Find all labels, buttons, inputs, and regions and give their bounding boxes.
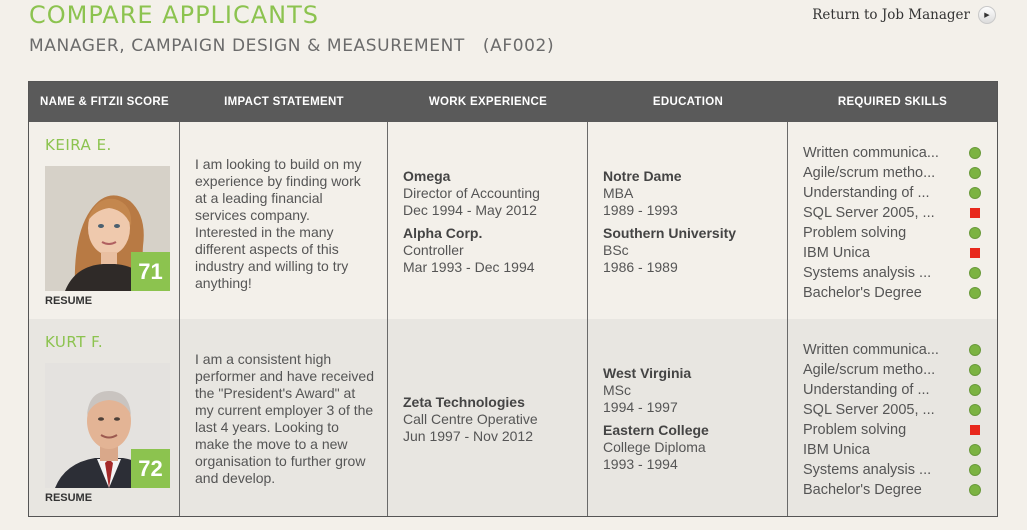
skill-item — [803, 143, 983, 163]
skill-label: Written communica... — [803, 145, 939, 161]
education-years: 1986 - 1989 — [603, 259, 678, 275]
resume-link[interactable]: RESUME — [45, 492, 93, 504]
skill-label: SQL Server 2005, ... — [803, 205, 935, 221]
education-cell — [588, 319, 788, 516]
green-dot-icon — [969, 484, 981, 496]
degree: College Diploma — [603, 439, 706, 455]
green-dot-icon — [969, 167, 981, 179]
return-to-job-manager-link[interactable] — [812, 6, 996, 24]
skill-item — [803, 283, 983, 303]
school-name: Southern University — [603, 225, 737, 241]
job-role: Controller — [403, 242, 464, 258]
skill-label: IBM Unica — [803, 442, 870, 458]
school-name: Notre Dame — [603, 168, 682, 184]
impact-statement: I am looking to build on my experience by finding work at a leading financial services company. Interested in the many different aspects of this industry and willing to try anything! — [195, 156, 362, 291]
applicant-photo — [45, 363, 170, 488]
experience-list — [403, 168, 581, 282]
education-years: 1994 - 1997 — [603, 399, 678, 415]
skill-label: Bachelor's Degree — [803, 285, 922, 301]
job-role: Call Centre Operative — [403, 411, 538, 427]
fitzii-score: 72 — [131, 449, 170, 488]
education-entry — [603, 422, 781, 473]
green-dot-icon — [969, 384, 981, 396]
skill-item — [803, 360, 983, 380]
job-role: Director of Accounting — [403, 185, 540, 201]
education-entry — [603, 168, 781, 219]
impact-cell — [180, 319, 388, 516]
page-title: COMPARE APPLICANTS — [29, 1, 320, 29]
degree: MSc — [603, 382, 631, 398]
skills-cell — [788, 319, 997, 516]
skill-label: Bachelor's Degree — [803, 482, 922, 498]
education-years: 1993 - 1994 — [603, 456, 678, 472]
green-dot-icon — [969, 404, 981, 416]
skill-label: Written communica... — [803, 342, 939, 358]
green-dot-icon — [969, 147, 981, 159]
company-name: Zeta Technologies — [403, 394, 525, 410]
green-dot-icon — [969, 287, 981, 299]
name-score-cell — [29, 319, 180, 516]
experience-entry — [403, 168, 581, 219]
name-score-cell — [29, 122, 180, 319]
degree: BSc — [603, 242, 629, 258]
page-subtitle: MANAGER, CAMPAIGN DESIGN & MEASUREMENT (AF002) — [29, 36, 555, 56]
applicant-name[interactable]: KEIRA E. — [45, 136, 112, 154]
skill-label: Systems analysis ... — [803, 265, 932, 281]
skill-item — [803, 340, 983, 360]
fitzii-score: 71 — [131, 252, 170, 291]
skill-item — [803, 263, 983, 283]
applicant-name[interactable]: KURT F. — [45, 333, 104, 351]
skills-list — [803, 340, 983, 500]
education-list — [603, 168, 781, 282]
green-dot-icon — [969, 364, 981, 376]
company-name: Alpha Corp. — [403, 225, 483, 241]
skill-label: SQL Server 2005, ... — [803, 402, 935, 418]
education-list — [603, 365, 781, 479]
red-square-icon — [970, 208, 980, 218]
skill-label: Agile/scrum metho... — [803, 362, 936, 378]
table-header — [29, 82, 997, 122]
experience-cell — [388, 319, 588, 516]
skill-item — [803, 400, 983, 420]
skill-item — [803, 480, 983, 500]
column-header-education: EDUCATION — [652, 96, 724, 108]
skill-item — [803, 460, 983, 480]
experience-cell — [388, 122, 588, 319]
job-dates: Dec 1994 - May 2012 — [403, 202, 537, 218]
skill-label: Understanding of ... — [803, 185, 930, 201]
red-square-icon — [970, 425, 980, 435]
skill-label: Systems analysis ... — [803, 462, 932, 478]
resume-link[interactable]: RESUME — [45, 295, 93, 307]
skill-item — [803, 420, 983, 440]
return-label[interactable]: Return to Job Manager — [812, 7, 970, 23]
skill-label: Problem solving — [803, 225, 907, 241]
comparison-table — [28, 81, 998, 517]
green-dot-icon — [969, 464, 981, 476]
skill-item — [803, 440, 983, 460]
degree: MBA — [603, 185, 634, 201]
impact-cell — [180, 122, 388, 319]
school-name: West Virginia — [603, 365, 692, 381]
green-dot-icon — [969, 267, 981, 279]
company-name: Omega — [403, 168, 451, 184]
skill-label: Agile/scrum metho... — [803, 165, 936, 181]
skill-item — [803, 203, 983, 223]
column-header-impact: IMPACT STATEMENT — [224, 96, 344, 108]
education-years: 1989 - 1993 — [603, 202, 678, 218]
job-dates: Mar 1993 - Dec 1994 — [403, 259, 535, 275]
experience-list — [403, 394, 581, 451]
impact-statement: I am a consistent high performer and have received the "President's Award" at my current employer 3 of the last 4 years. Looking to make the move to a new organisation to further grow and develop. — [195, 351, 374, 486]
skill-label: IBM Unica — [803, 245, 870, 261]
green-dot-icon — [969, 227, 981, 239]
skill-item — [803, 243, 983, 263]
applicant-photo — [45, 166, 170, 291]
column-header-name: NAME & FITZII SCORE — [39, 96, 169, 108]
green-dot-icon — [969, 187, 981, 199]
skills-cell — [788, 122, 997, 319]
skills-list — [803, 143, 983, 303]
red-square-icon — [970, 248, 980, 258]
skill-item — [803, 380, 983, 400]
skill-item — [803, 163, 983, 183]
green-dot-icon — [969, 444, 981, 456]
school-name: Eastern College — [603, 422, 709, 438]
education-entry — [603, 225, 781, 276]
skill-item — [803, 223, 983, 243]
skill-label: Understanding of ... — [803, 382, 930, 398]
play-arrow-icon[interactable]: ▶ — [978, 6, 996, 24]
skill-item — [803, 183, 983, 203]
column-header-skills: REQUIRED SKILLS — [837, 96, 948, 108]
education-cell — [588, 122, 788, 319]
education-entry — [603, 365, 781, 416]
green-dot-icon — [969, 344, 981, 356]
skill-label: Problem solving — [803, 422, 907, 438]
column-header-experience: WORK EXPERIENCE — [428, 96, 548, 108]
experience-entry — [403, 394, 581, 445]
experience-entry — [403, 225, 581, 276]
applicant-row — [29, 319, 997, 516]
applicant-row — [29, 122, 997, 319]
job-dates: Jun 1997 - Nov 2012 — [403, 428, 533, 444]
